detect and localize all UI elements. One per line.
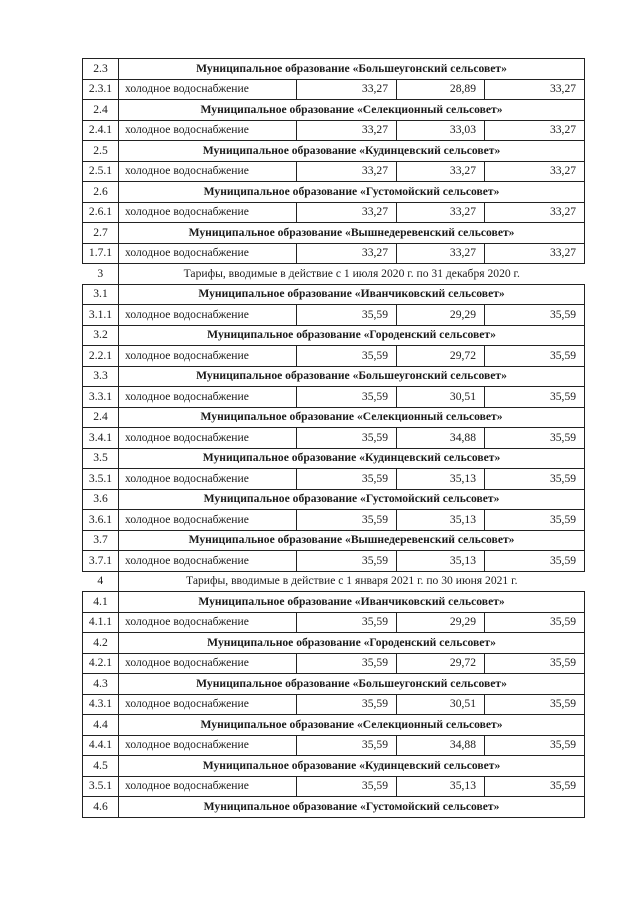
tariff-data-row <box>83 735 585 756</box>
tariff-value: 35,13 <box>397 551 485 572</box>
municipality-title: Муниципальное образование «Селекционный сельсовет» <box>119 407 585 428</box>
service-name: холодное водоснабжение <box>119 120 297 141</box>
row-number: 3.1 <box>83 284 119 305</box>
row-number: 4 <box>83 571 119 592</box>
tariff-value: 33,27 <box>485 202 585 223</box>
tariff-value: 35,59 <box>485 387 585 408</box>
tariff-value: 35,59 <box>485 469 585 490</box>
municipality-title: Муниципальное образование «Кудинцевский сельсовет» <box>119 141 585 162</box>
service-name: холодное водоснабжение <box>119 305 297 326</box>
tariff-table-page <box>82 58 584 818</box>
service-name: холодное водоснабжение <box>119 510 297 531</box>
tariff-value: 35,59 <box>485 653 585 674</box>
row-number: 2.7 <box>83 223 119 244</box>
row-number: 2.4 <box>83 100 119 121</box>
municipality-title: Муниципальное образование «Большеугонский сельсовет» <box>119 59 585 80</box>
tariff-value: 35,59 <box>485 346 585 367</box>
row-number: 4.6 <box>83 797 119 818</box>
municipality-section-row <box>83 530 585 551</box>
municipality-section-row <box>83 223 585 244</box>
tariff-data-row <box>83 428 585 449</box>
tariff-value: 33,27 <box>297 161 397 182</box>
service-name: холодное водоснабжение <box>119 387 297 408</box>
service-name: холодное водоснабжение <box>119 161 297 182</box>
tariff-value: 33,27 <box>485 161 585 182</box>
period-heading: Тарифы, вводимые в действие с 1 июля 2020 г. по 31 декабря 2020 г. <box>119 264 585 285</box>
municipality-title: Муниципальное образование «Городенский сельсовет» <box>119 633 585 654</box>
tariff-table-body <box>83 59 585 818</box>
municipality-title: Муниципальное образование «Селекционный сельсовет» <box>119 715 585 736</box>
row-number: 4.3.1 <box>83 694 119 715</box>
row-number: 2.5 <box>83 141 119 162</box>
municipality-section-row <box>83 182 585 203</box>
tariff-value: 35,59 <box>485 776 585 797</box>
row-number: 2.2.1 <box>83 346 119 367</box>
tariff-value: 35,59 <box>297 612 397 633</box>
tariff-data-row <box>83 612 585 633</box>
tariff-value: 34,88 <box>397 735 485 756</box>
municipality-section-row <box>83 407 585 428</box>
row-number: 4.1.1 <box>83 612 119 633</box>
tariff-value: 33,27 <box>397 243 485 264</box>
row-number: 2.3.1 <box>83 79 119 100</box>
municipality-title: Муниципальное образование «Селекционный сельсовет» <box>119 100 585 121</box>
tariff-data-row <box>83 79 585 100</box>
municipality-title: Муниципальное образование «Кудинцевский сельсовет» <box>119 448 585 469</box>
row-number: 4.2 <box>83 633 119 654</box>
service-name: холодное водоснабжение <box>119 694 297 715</box>
tariff-value: 33,27 <box>485 79 585 100</box>
tariff-value: 35,59 <box>485 305 585 326</box>
row-number: 3.2 <box>83 325 119 346</box>
service-name: холодное водоснабжение <box>119 653 297 674</box>
municipality-title: Муниципальное образование «Большеугонский сельсовет» <box>119 674 585 695</box>
tariff-value: 35,59 <box>297 776 397 797</box>
row-number: 4.4 <box>83 715 119 736</box>
tariff-value: 35,59 <box>297 735 397 756</box>
tariff-data-row <box>83 346 585 367</box>
service-name: холодное водоснабжение <box>119 202 297 223</box>
municipality-section-row <box>83 633 585 654</box>
row-number: 2.3 <box>83 59 119 80</box>
row-number: 4.4.1 <box>83 735 119 756</box>
tariff-table <box>82 58 585 818</box>
row-number: 3.7.1 <box>83 551 119 572</box>
row-number: 2.4.1 <box>83 120 119 141</box>
municipality-title: Муниципальное образование «Большеугонский сельсовет» <box>119 366 585 387</box>
row-number: 4.3 <box>83 674 119 695</box>
tariff-value: 35,59 <box>297 694 397 715</box>
municipality-section-row <box>83 674 585 695</box>
municipality-title: Муниципальное образование «Густомойский сельсовет» <box>119 797 585 818</box>
municipality-section-row <box>83 448 585 469</box>
municipality-title: Муниципальное образование «Густомойский сельсовет» <box>119 489 585 510</box>
service-name: холодное водоснабжение <box>119 612 297 633</box>
municipality-title: Муниципальное образование «Кудинцевский сельсовет» <box>119 756 585 777</box>
municipality-section-row <box>83 489 585 510</box>
tariff-value: 33,03 <box>397 120 485 141</box>
municipality-section-row <box>83 756 585 777</box>
row-number: 3.1.1 <box>83 305 119 326</box>
tariff-data-row <box>83 510 585 531</box>
tariff-value: 35,59 <box>297 469 397 490</box>
row-number: 3.5.1 <box>83 469 119 490</box>
row-number: 3.5 <box>83 448 119 469</box>
tariff-value: 35,59 <box>485 510 585 531</box>
tariff-value: 35,59 <box>485 735 585 756</box>
tariff-value: 35,59 <box>297 653 397 674</box>
tariff-value: 33,27 <box>485 243 585 264</box>
municipality-title: Муниципальное образование «Вышнедеревенский сельсовет» <box>119 223 585 244</box>
tariff-value: 35,59 <box>485 612 585 633</box>
tariff-value: 33,27 <box>397 161 485 182</box>
tariff-value: 35,13 <box>397 469 485 490</box>
service-name: холодное водоснабжение <box>119 735 297 756</box>
tariff-value: 30,51 <box>397 387 485 408</box>
tariff-value: 33,27 <box>485 120 585 141</box>
municipality-section-row <box>83 100 585 121</box>
municipality-section-row <box>83 715 585 736</box>
tariff-data-row <box>83 469 585 490</box>
tariff-value: 35,59 <box>485 551 585 572</box>
municipality-section-row <box>83 284 585 305</box>
tariff-data-row <box>83 551 585 572</box>
row-number: 3.6 <box>83 489 119 510</box>
row-number: 2.5.1 <box>83 161 119 182</box>
tariff-value: 33,27 <box>297 120 397 141</box>
row-number: 3.7 <box>83 530 119 551</box>
tariff-data-row <box>83 776 585 797</box>
municipality-title: Муниципальное образование «Вышнедеревенский сельсовет» <box>119 530 585 551</box>
tariff-value: 35,59 <box>297 387 397 408</box>
row-number: 3 <box>83 264 119 285</box>
row-number: 2.6 <box>83 182 119 203</box>
period-heading-row <box>83 264 585 285</box>
service-name: холодное водоснабжение <box>119 469 297 490</box>
service-name: холодное водоснабжение <box>119 79 297 100</box>
tariff-value: 33,27 <box>297 202 397 223</box>
tariff-value: 33,27 <box>297 243 397 264</box>
service-name: холодное водоснабжение <box>119 428 297 449</box>
period-heading-row <box>83 571 585 592</box>
row-number: 3.3.1 <box>83 387 119 408</box>
tariff-value: 33,27 <box>397 202 485 223</box>
municipality-title: Муниципальное образование «Иванчиковский сельсовет» <box>119 592 585 613</box>
tariff-value: 29,29 <box>397 305 485 326</box>
municipality-section-row <box>83 366 585 387</box>
row-number: 4.1 <box>83 592 119 613</box>
tariff-value: 35,59 <box>297 346 397 367</box>
service-name: холодное водоснабжение <box>119 346 297 367</box>
row-number: 2.6.1 <box>83 202 119 223</box>
row-number: 3.5.1 <box>83 776 119 797</box>
row-number: 4.2.1 <box>83 653 119 674</box>
municipality-title: Муниципальное образование «Иванчиковский сельсовет» <box>119 284 585 305</box>
municipality-section-row <box>83 325 585 346</box>
tariff-value: 35,59 <box>297 551 397 572</box>
period-heading: Тарифы, вводимые в действие с 1 января 2021 г. по 30 июня 2021 г. <box>119 571 585 592</box>
row-number: 3.4.1 <box>83 428 119 449</box>
tariff-value: 35,59 <box>297 510 397 531</box>
row-number: 3.6.1 <box>83 510 119 531</box>
service-name: холодное водоснабжение <box>119 776 297 797</box>
tariff-value: 35,59 <box>485 428 585 449</box>
tariff-data-row <box>83 387 585 408</box>
tariff-value: 28,89 <box>397 79 485 100</box>
tariff-value: 35,13 <box>397 776 485 797</box>
tariff-data-row <box>83 120 585 141</box>
tariff-value: 33,27 <box>297 79 397 100</box>
tariff-value: 35,13 <box>397 510 485 531</box>
row-number: 1.7.1 <box>83 243 119 264</box>
municipality-section-row <box>83 141 585 162</box>
tariff-data-row <box>83 202 585 223</box>
tariff-value: 35,59 <box>297 428 397 449</box>
tariff-data-row <box>83 694 585 715</box>
tariff-value: 34,88 <box>397 428 485 449</box>
tariff-data-row <box>83 161 585 182</box>
tariff-value: 29,72 <box>397 346 485 367</box>
tariff-data-row <box>83 243 585 264</box>
tariff-value: 30,51 <box>397 694 485 715</box>
municipality-section-row <box>83 592 585 613</box>
tariff-data-row <box>83 653 585 674</box>
service-name: холодное водоснабжение <box>119 551 297 572</box>
municipality-section-row <box>83 59 585 80</box>
tariff-value: 29,29 <box>397 612 485 633</box>
service-name: холодное водоснабжение <box>119 243 297 264</box>
row-number: 4.5 <box>83 756 119 777</box>
municipality-title: Муниципальное образование «Городенский сельсовет» <box>119 325 585 346</box>
row-number: 2.4 <box>83 407 119 428</box>
tariff-value: 35,59 <box>297 305 397 326</box>
municipality-title: Муниципальное образование «Густомойский сельсовет» <box>119 182 585 203</box>
tariff-data-row <box>83 305 585 326</box>
tariff-value: 35,59 <box>485 694 585 715</box>
municipality-section-row <box>83 797 585 818</box>
tariff-value: 29,72 <box>397 653 485 674</box>
row-number: 3.3 <box>83 366 119 387</box>
